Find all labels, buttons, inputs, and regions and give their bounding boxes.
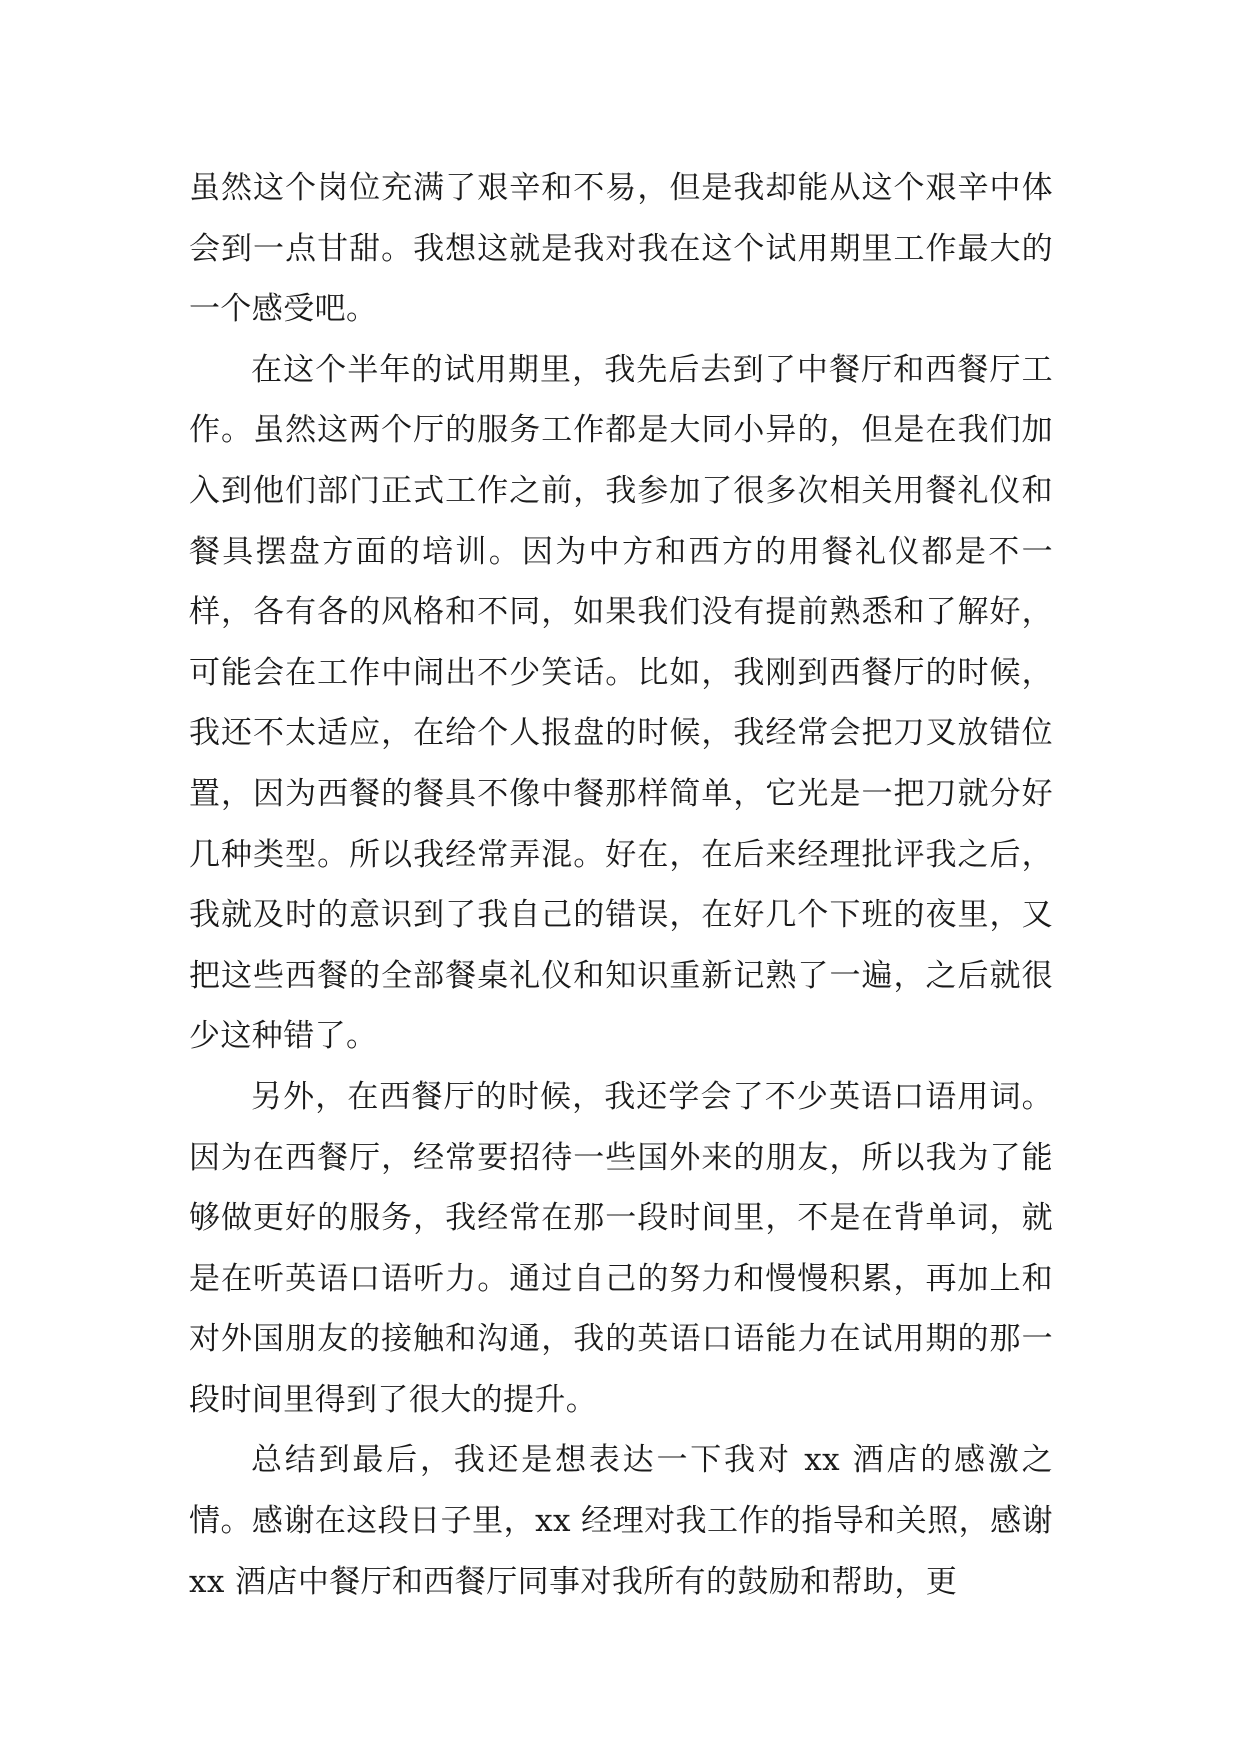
paragraph-continuation: 虽然这个岗位充满了艰辛和不易，但是我却能从这个艰辛中体会到一点甘甜。我想这就是我对我在这个试用期里工作最大的一个感受吧。 — [189, 170, 1053, 328]
paragraph-probation-restaurants: 在这个半年的试用期里，我先后去到了中餐厅和西餐厅工作。虽然这两个厅的服务工作都是大同小异的，但是在我们加入到他们部门正式工作之前，我参加了很多次相关用餐礼仪和餐具摆盘方面的培训。因为中方和西方的用餐礼仪都是不一样，各有各的风格和不同，如果我们没有提前熟悉和了解好，可能会在工作中闹出不少笑话。比如，我刚到西餐厅的时候，我还不太适应，在给个人报盘的时候，我经常会把刀叉放错位置，因为西餐的餐具不像中餐那样简单，它光是一把刀就分好几种类型。所以我经常弄混。好在，在后来经理批评我之后，我就及时的意识到了我自己的错误，在好几个下班的夜里，又把这些西餐的全部餐桌礼仪和知识重新记熟了一遍，之后就很少这种错了。 — [189, 351, 1053, 1055]
body-text — [189, 158, 1053, 1612]
paragraph-english-learning: 另外，在西餐厅的时候，我还学会了不少英语口语用词。因为在西餐厅，经常要招待一些国外来的朋友，所以我为了能够做更好的服务，我经常在那一段时间里，不是在背单词，就是在听英语口语听力。通过自己的努力和慢慢积累，再加上和对外国朋友的接触和沟通，我的英语口语能力在试用期的那一段时间里得到了很大的提升。 — [189, 1078, 1053, 1418]
paragraph-gratitude: 总结到最后，我还是想表达一下我对 xx 酒店的感激之情。感谢在这段日子里，xx 经理对我工作的指导和关照，感谢 xx 酒店中餐厅和西餐厅同事对我所有的鼓励和帮助，更 — [189, 1442, 1053, 1600]
